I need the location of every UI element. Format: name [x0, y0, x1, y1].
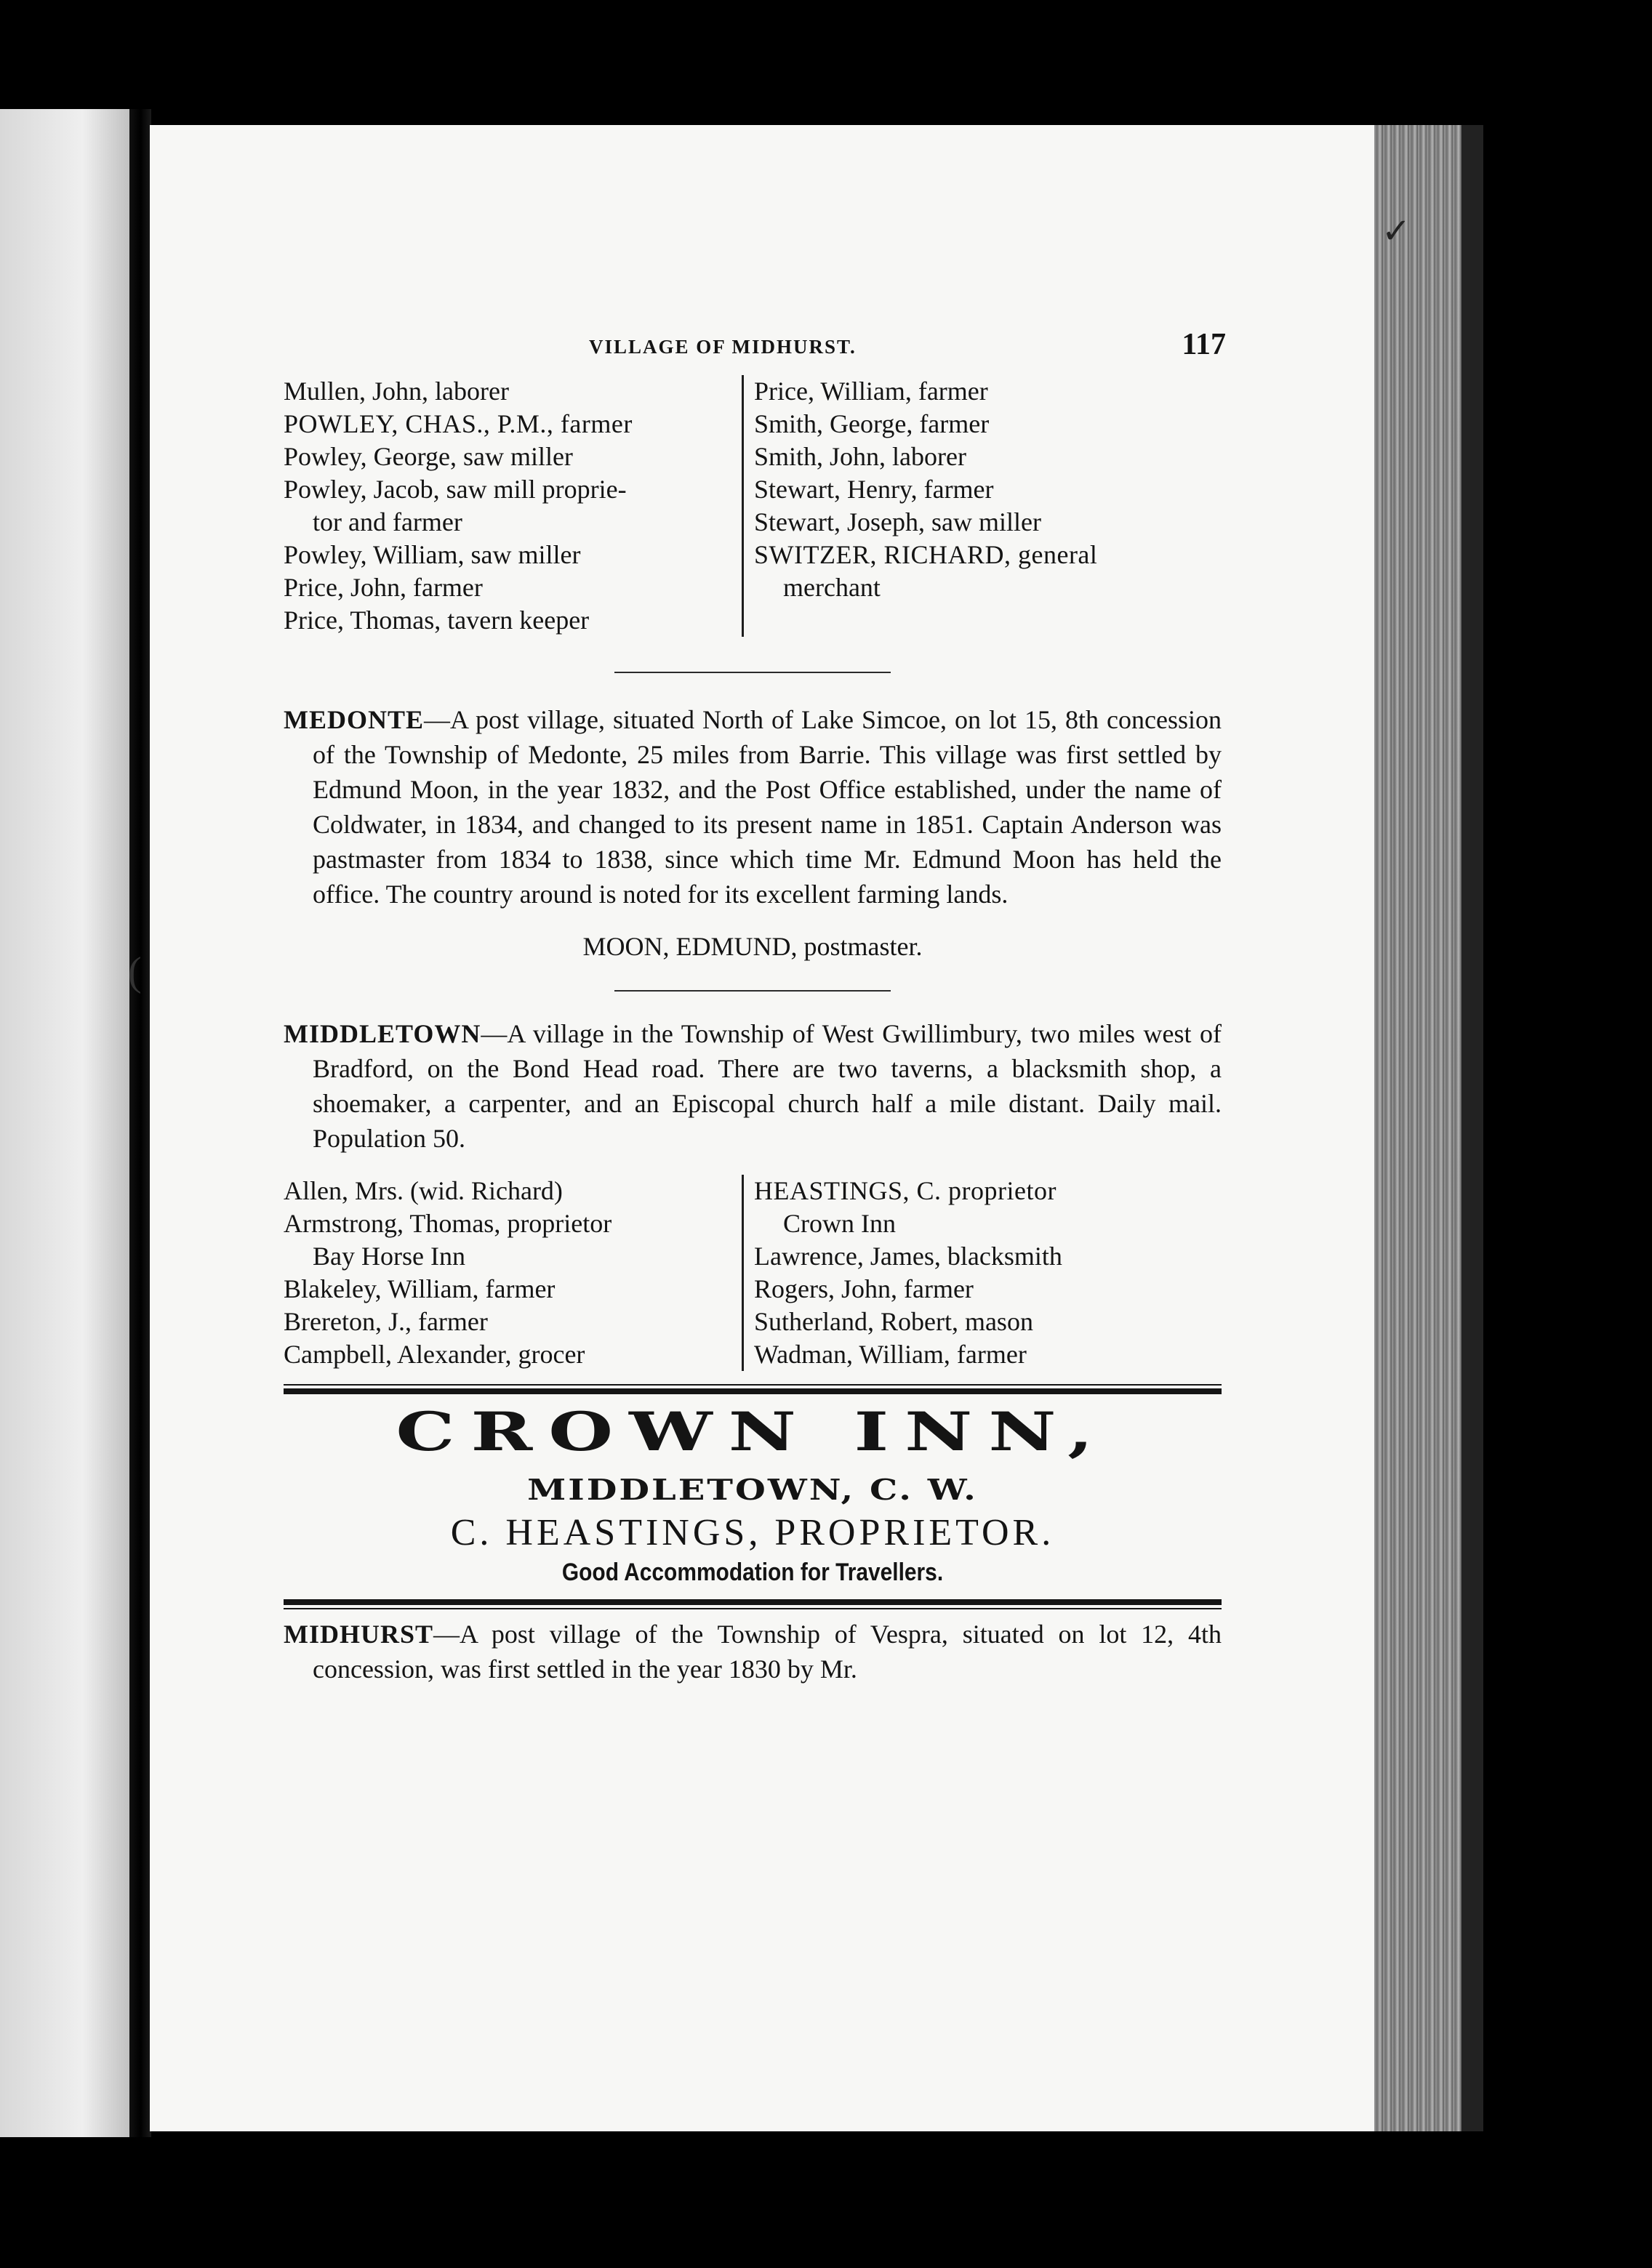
- list-item: Smith, John, laborer: [754, 442, 966, 471]
- directory-column-left: [284, 375, 742, 637]
- list-item: Crown Inn: [783, 1209, 896, 1238]
- ad-border-top: [284, 1388, 1222, 1394]
- midhurst-entry: [284, 1617, 1222, 1686]
- list-item: Stewart, Joseph, saw miller: [754, 507, 1041, 536]
- list-item: Price, William, farmer: [754, 377, 988, 406]
- middletown-entry: [284, 1016, 1222, 1156]
- list-item: Price, John, farmer: [284, 573, 483, 602]
- entry-heading: MIDHURST: [284, 1620, 434, 1649]
- list-item: Sutherland, Robert, mason: [754, 1307, 1033, 1336]
- ad-title: CROWN INN,: [396, 1400, 1110, 1464]
- ad-border-bottom: [284, 1599, 1222, 1605]
- page-content: [284, 327, 1226, 1686]
- medonte-postmaster: MOON, EDMUND, postmaster.: [582, 932, 923, 961]
- entry-text: —A post village, situated North of Lake Simcoe, on lot 15, 8th concession of the Township of Medonte, 25 miles from Barrie. This village was first settled by Edmund Moon, in the year 1832, and the Post Office established, under the name of Coldwater, in 1834, and changed to its present name in 1851. Captain Anderson was pastmaster from 1834 to 1838, since which time Mr. Edmund Moon has held the office. The country around is noted for its excellent farming lands.: [313, 705, 1222, 909]
- list-item: Price, Thomas, tavern keeper: [284, 606, 590, 635]
- list-item: Armstrong, Thomas, proprietor: [284, 1209, 612, 1238]
- list-item: Lawrence, James, blacksmith: [754, 1242, 1062, 1271]
- running-head: [284, 327, 1226, 371]
- list-item: Wadman, William, farmer: [754, 1340, 1027, 1369]
- edge-tick-mark: ✓: [1382, 212, 1411, 251]
- list-item: tor and farmer: [313, 507, 462, 536]
- entry-heading: MIDDLETOWN: [284, 1019, 481, 1048]
- book-gutter: [129, 109, 151, 2137]
- list-item: Allen, Mrs. (wid. Richard): [284, 1176, 563, 1205]
- ad-location: MIDDLETOWN, C. W.: [527, 1473, 978, 1507]
- list-item: Blakeley, William, farmer: [284, 1274, 556, 1303]
- ad-note: Good Accommodation for Travellers.: [561, 1559, 944, 1586]
- crown-inn-advertisement: [284, 1394, 1222, 1589]
- list-item: Brereton, J., farmer: [284, 1307, 488, 1336]
- directory-list-midhurst: [284, 375, 1222, 637]
- ad-proprietor: C. HEASTINGS, PROPRIETOR.: [450, 1512, 1055, 1553]
- list-item: Rogers, John, farmer: [754, 1274, 974, 1303]
- list-item: Bay Horse Inn: [313, 1242, 465, 1271]
- entry-text: —A post village of the Township of Vespra, situated on lot 12, 4th concession, was first settled in the year 1830 by Mr.: [313, 1620, 1222, 1684]
- list-item: SWITZER, RICHARD, general: [754, 540, 1098, 569]
- page-number: 117: [1182, 328, 1226, 361]
- medonte-entry: [284, 702, 1222, 912]
- list-item: Smith, George, farmer: [754, 409, 990, 438]
- page-stack-shadow: [1461, 125, 1483, 2131]
- entry-text: —A village in the Township of West Gwillimbury, two miles west of Bradford, on the Bond Head road. There are two taverns, a blacksmith shop, a shoemaker, a carpenter, and an Episcopal church half a mile distant. Daily mail. Population 50.: [313, 1019, 1222, 1153]
- list-item: Powley, Jacob, saw mill proprie-: [284, 475, 627, 504]
- left-page-edge: [0, 109, 138, 2137]
- running-head-title: VILLAGE OF MIDHURST.: [589, 336, 857, 358]
- directory-column-right: [742, 375, 1219, 637]
- entry-heading: MEDONTE: [284, 705, 425, 734]
- directory-column-left: [284, 1175, 742, 1371]
- list-item: Stewart, Henry, farmer: [754, 475, 994, 504]
- list-item: merchant: [783, 573, 881, 602]
- list-item: HEASTINGS, C. proprietor: [754, 1176, 1056, 1205]
- left-bracket-mark: (: [128, 949, 142, 994]
- list-item: Powley, William, saw miller: [284, 540, 581, 569]
- list-item: Campbell, Alexander, grocer: [284, 1340, 585, 1369]
- list-item: Powley, George, saw miller: [284, 442, 573, 471]
- directory-list-middletown: [284, 1175, 1222, 1371]
- directory-column-right: [742, 1175, 1219, 1371]
- list-item: POWLEY, CHAS., P.M., farmer: [284, 409, 633, 438]
- list-item: Mullen, John, laborer: [284, 377, 509, 406]
